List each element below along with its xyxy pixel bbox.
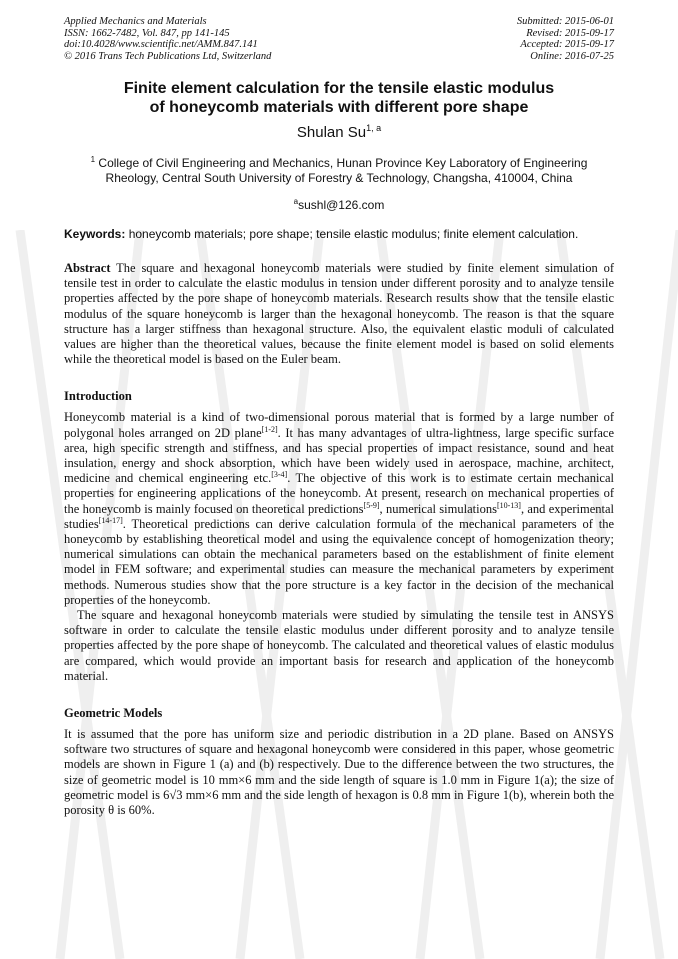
date-info (517, 16, 614, 62)
online-date: Online: 2016-07-25 (530, 50, 614, 62)
author-name: Shulan Su (296, 124, 367, 141)
affiliation (64, 152, 614, 186)
paper-title (64, 79, 614, 117)
affiliation-sup: 1 (90, 155, 96, 164)
introduction-paragraph-1: Honeycomb material is a kind of two-dimensional porous material that is formed by a large number of polygonal holes arranged on 2D plane[1-2]. It has many advantages of ultra-lightness, large specific surface area, high specific strength and stiffness, and has special properties of impact resistance, sound and heat insulation, energy and shock absorption, which have been widely used in aerospace, machine, architect, medicine and chemical engineering etc.[3-4]. The objective of this work is to estimate certain mechanical properties for engineering applications of the honeycomb. At present, research on mechanical properties of the honeycomb is mainly focused on theoretical predictions[5-9], numerical simulations[10-13], and experimental studies[14-17]. Theoretical predictions can derive calculation formula of the mechanical parameters of the honeycomb by establishing theoretical model and using the equivalence concept of homogenization theory; numerical simulations can obtain the mechanical parameters based on the establishment of finite element model in FEM software; and experimental studies can measure the mechanical parameters by experiment methods. Numerous studies show that the pore structure is a key factor in the decision of the mechanical properties of the honeycomb. (64, 410, 615, 607)
introduction-section (64, 410, 614, 684)
citation: [10-13] (496, 500, 521, 510)
email-line (64, 197, 614, 212)
keywords (64, 227, 614, 241)
geometric-models-heading: Geometric Models (64, 706, 163, 721)
introduction-heading: Introduction (64, 389, 132, 404)
title-line-1: Finite element calculation for the tensile elastic modulus (123, 80, 555, 97)
abstract-label: Abstract (64, 261, 111, 275)
title-line-2: of honeycomb materials with different pore shape (149, 99, 529, 116)
author-sup: 1, a (366, 123, 382, 133)
citation: [5-9] (363, 500, 380, 510)
abstract-text: The square and hexagonal honeycomb materials were studied by finite element simulation of tensile test in order to calculate the elastic modulus in tension under different porosity and to analyze tensile properties affected by the pore shape of honeycomb materials. Research results show that the tensile elastic modulus of the square honeycomb is larger than the hexagonal honeycomb. The reason is that the square structure has a larger stiffness than hexagonal structure. Also, the equivalent elastic moduli of calculated values are higher than the theoretical values, because the finite element model is based on solid elements while the theoretical model is based on the Euler beam. (64, 261, 614, 367)
introduction-paragraph-2: The square and hexagonal honeycomb materials were studied by simulating the tensile test in ANSYS software in order to calculate the tensile elastic modulus under different porosity and to analyze tensile properties affected by the pore shape of honeycomb. The calculated and theoretical values of elastic modulus are compared, which would provide an important basis for research and application of the honeycomb material. (64, 608, 614, 683)
citation: [1-2] (261, 424, 278, 434)
author-line (64, 123, 614, 141)
geometric-paragraph-1: It is assumed that the pore has uniform size and periodic distribution in a 2D plane. Based on ANSYS software two structures of square and hexagonal honeycomb were considered in this paper, whose geometric models are shown in Figure 1 (a) and (b) respectively. Due to the difference between the two structures, the size of geometric model is 10 mm×6 mm and the side length of square is 1.0 mm in Figure 1(a); the size of geometric model is 6√3 mm×6 mm and the side length of hexagon is 0.8 mm in Figure 1(b), wherein both the porosity θ is 60%. (64, 727, 614, 818)
doi-line: doi:10.4028/www.scientific.net/AMM.847.141 (64, 39, 258, 50)
abstract (64, 261, 614, 367)
citation: [14-17] (98, 515, 123, 525)
email-sup: a (293, 197, 299, 206)
journal-name: Applied Mechanics and Materials (64, 16, 207, 27)
affiliation-line-1: College of Civil Engineering and Mechanics, Hunan Province Key Laboratory of Engineering (98, 156, 588, 170)
keywords-label: Keywords: (64, 227, 126, 241)
citation: [3-4] (271, 470, 288, 480)
geometric-models-section (64, 727, 614, 818)
issn-line: ISSN: 1662-7482, Vol. 847, pp 141-145 (64, 27, 230, 39)
email-address[interactable]: sushl@126.com (298, 198, 385, 212)
revised-date: Revised: 2015-09-17 (526, 27, 614, 39)
affiliation-line-2: Rheology, Central South University of Forestry & Technology, Changsha, 410004, China (105, 171, 573, 185)
paper-page (64, 16, 614, 818)
copyright-line: © 2016 Trans Tech Publications Ltd, Switzerland (64, 50, 272, 62)
accepted-date: Accepted: 2015-09-17 (520, 39, 614, 50)
journal-info (64, 16, 271, 62)
journal-header (64, 16, 614, 62)
submitted-date: Submitted: 2015-06-01 (516, 16, 614, 27)
keywords-text: honeycomb materials; pore shape; tensile elastic modulus; finite element calculation. (128, 227, 579, 241)
